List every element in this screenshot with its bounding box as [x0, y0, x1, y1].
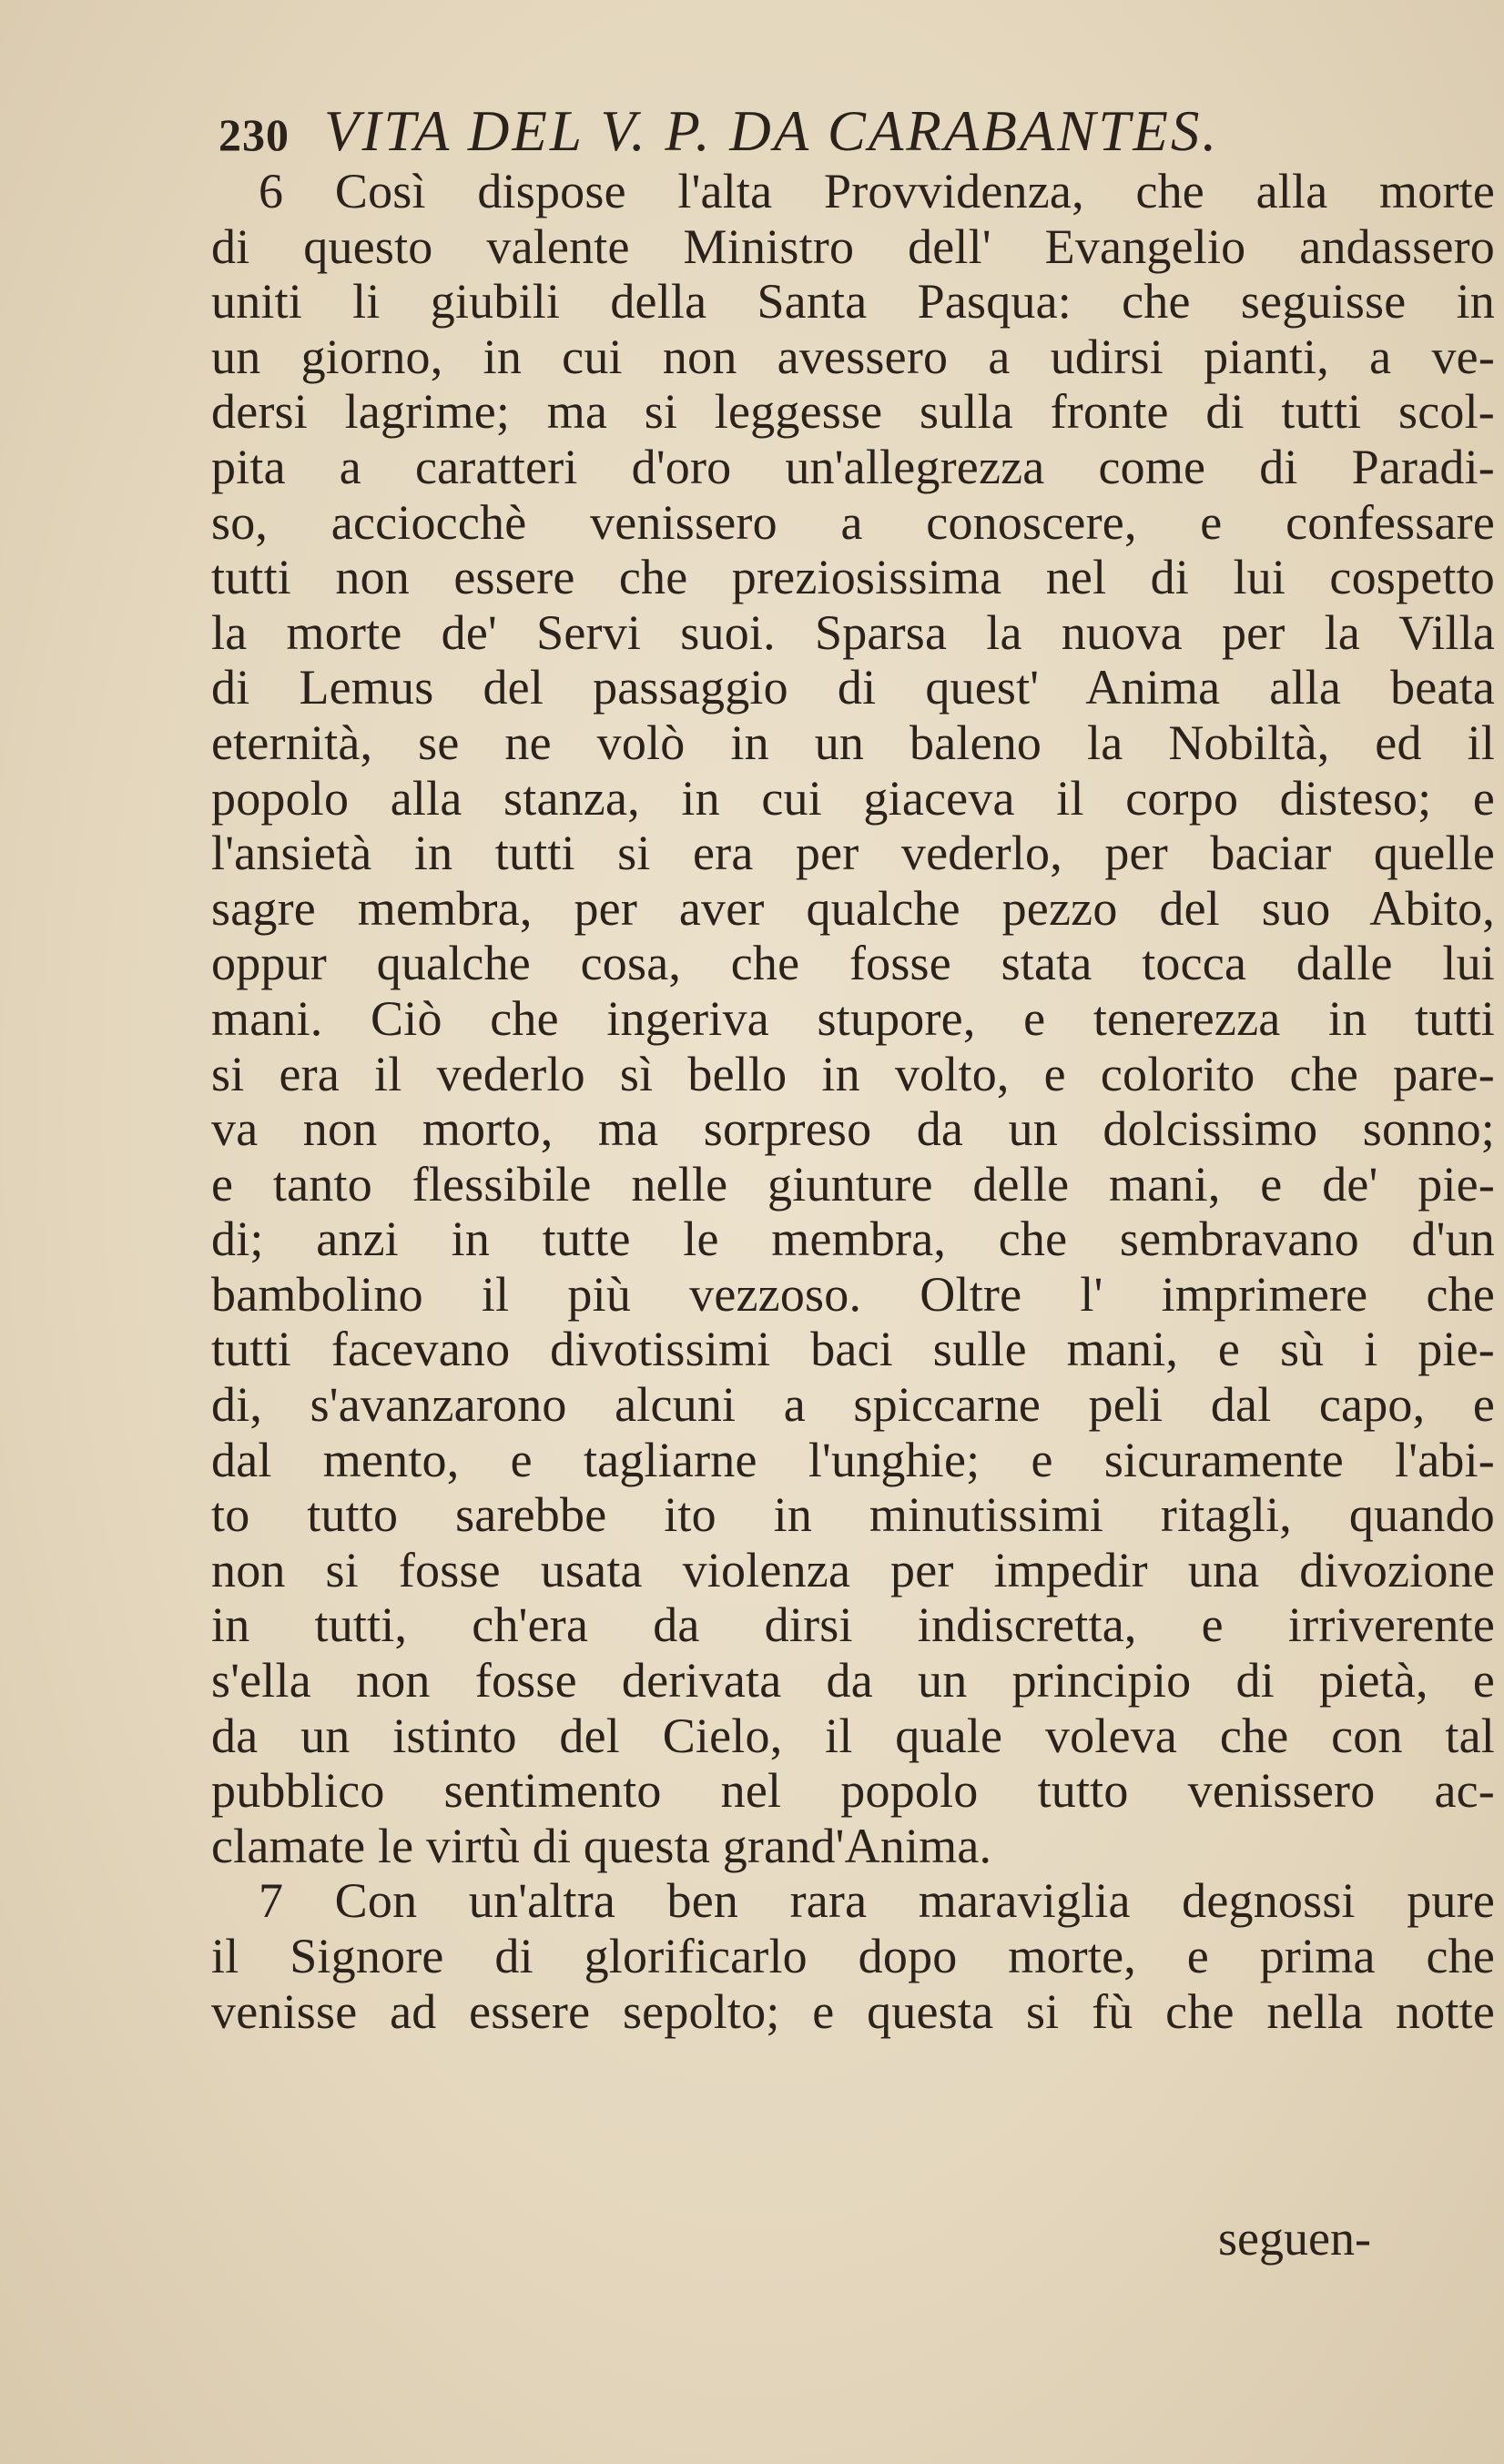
text-line: clamate le virtù di questa grand'Anima. [211, 1818, 992, 1873]
text-line: 6 Così dispose l'alta Provvidenza, che alla morte [259, 164, 1495, 218]
text-line: 7 Con un'altra ben rara maraviglia degnossi pure [259, 1873, 1495, 1929]
text-line: to tutto sarebbe ito in minutissimi ritagli, quando [211, 1487, 1495, 1543]
text-line: mani. Ciò che ingeriva stupore, e tenerezza in tutti [211, 990, 1495, 1046]
text-line: un giorno, in cui non avessero a udirsi pianti, a ve- [211, 329, 1495, 384]
text-line: in tutti, ch'era da dirsi indiscretta, e irriverente [211, 1597, 1495, 1653]
text-line: e tanto flessibile nelle giunture delle mani, e de' pie- [211, 1156, 1495, 1212]
text-line: pubblico sentimento nel popolo tutto venissero ac- [211, 1763, 1495, 1819]
text-line: l'ansietà in tutti si era per vederlo, per baciar quelle [211, 826, 1495, 881]
text-line: s'ella non fosse derivata da un principio di pietà, e [211, 1653, 1495, 1709]
text-line: da un istinto del Cielo, il quale voleva che con tal [211, 1708, 1495, 1763]
text-line: si era il vederlo sì bello in volto, e colorito che pare- [211, 1046, 1495, 1101]
text-line: dal mento, e tagliarne l'unghie; e sicuramente l'abi- [211, 1432, 1495, 1487]
text-line: di Lemus del passaggio di quest' Anima alla beata [211, 660, 1495, 715]
text-line: pita a caratteri d'oro un'allegrezza come di Paradi- [211, 439, 1495, 494]
text-line: la morte de' Servi suoi. Sparsa la nuova per la Villa [211, 604, 1495, 660]
text-line: tutti facevano divotissimi baci sulle mani, e sù i pie- [211, 1322, 1495, 1377]
text-line: di, s'avanzarono alcuni a spiccarne peli dal capo, e [211, 1377, 1495, 1433]
text-line: dersi lagrime; ma si leggesse sulla fronte di tutti scol- [211, 384, 1495, 440]
text-line: venisse ad essere sepolto; e questa si fù che nella notte [211, 1983, 1495, 2039]
page-number: 230 [218, 109, 290, 160]
text-line: di questo valente Ministro dell' Evangelio andassero [211, 218, 1495, 274]
text-line: so, acciocchè venissero a conoscere, e confessare [211, 494, 1495, 550]
text-line: va non morto, ma sorpreso da un dolcissimo sonno; [211, 1101, 1495, 1157]
body-text [211, 164, 1495, 2039]
running-head: VITA DEL V. P. DA CARABANTES. [324, 99, 1220, 163]
catchword: seguen- [1218, 2211, 1371, 2266]
text-line: popolo alla stanza, in cui giaceva il corpo disteso; e [211, 770, 1495, 826]
text-line: bambolino il più vezzoso. Oltre l' imprimere che [211, 1266, 1495, 1322]
text-line: non si fosse usata violenza per impedir una divozione [211, 1542, 1495, 1597]
text-line: di; anzi in tutte le membra, che sembravano d'un [211, 1212, 1495, 1267]
text-line: oppur qualche cosa, che fosse stata tocca dalle lui [211, 936, 1495, 991]
text-line: sagre membra, per aver qualche pezzo del suo Abito, [211, 880, 1495, 936]
text-line: uniti li giubili della Santa Pasqua: che seguisse in [211, 274, 1495, 330]
text-line: eternità, se ne volò in un baleno la Nobiltà, ed il [211, 715, 1495, 770]
text-line: il Signore di glorificarlo dopo morte, e prima che [211, 1929, 1495, 1983]
text-line: tutti non essere che preziosissima nel di lui cospetto [211, 550, 1495, 605]
page-header [218, 98, 1493, 171]
